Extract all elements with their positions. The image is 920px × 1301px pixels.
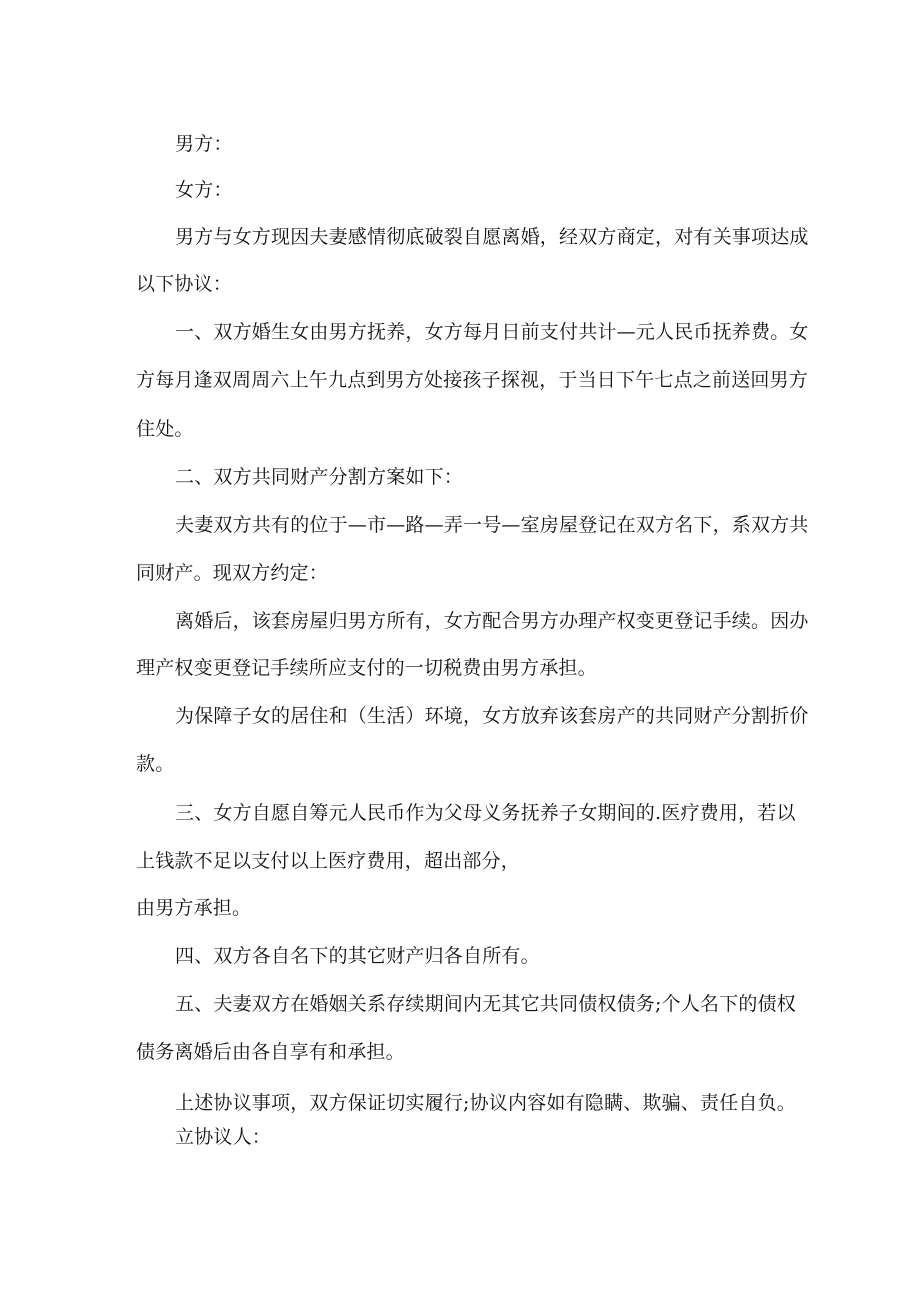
intro-line-2: 以下协议： — [136, 273, 233, 295]
clause-3-line-3: 由男方承担。 — [136, 897, 252, 919]
male-party-label: 男方： — [175, 133, 233, 155]
clause-1-line-2: 方每月逢双周周六上午九点到男方处接孩子探视，于当日下午七点之前送回男方 — [136, 369, 809, 391]
clause-5-line-2: 债务离婚后由各自享有和承担。 — [136, 1041, 405, 1063]
clause-4: 四、双方各自名下的其它财产归各自所有。 — [175, 945, 540, 967]
clause-3-line-2: 上钱款不足以支付以上医疗费用，超出部分， — [136, 850, 521, 872]
female-party-label: 女方： — [175, 179, 233, 201]
house-line-2: 理产权变更登记手续所应支付的一切税费由男方承担。 — [136, 657, 597, 679]
waiver-line-2: 款。 — [136, 753, 175, 775]
clause-5-line-1: 五、夫妻双方在婚姻关系存续期间内无其它共同债权债务;个人名下的债权 — [175, 993, 797, 1015]
intro-line-1: 男方与女方现因夫妻感情彻底破裂自愿离婚，经双方商定，对有关事项达成 — [175, 226, 809, 248]
property-line-1: 夫妻双方共有的位于—市—路—弄一号—室房屋登记在双方名下，系双方共 — [175, 514, 809, 536]
guarantee-statement: 上述协议事项，双方保证切实履行;协议内容如有隐瞒、欺骗、责任自负。 — [175, 1092, 797, 1114]
clause-3-line-1: 三、女方自愿自筹元人民币作为父母义务抚养子女期间的.医疗费用，若以 — [175, 802, 796, 824]
house-line-1: 离婚后，该套房屋归男方所有，女方配合男方办理产权变更登记手续。因办 — [175, 610, 809, 632]
clause-1-line-1: 一、双方婚生女由男方抚养，女方每月日前支付共计—元人民币抚养费。女 — [175, 321, 809, 343]
clause-2-heading: 二、双方共同财产分割方案如下： — [175, 466, 464, 488]
property-line-2: 同财产。现双方约定： — [136, 562, 329, 584]
clause-1-line-3: 住处。 — [136, 418, 194, 440]
waiver-line-1: 为保障子女的居住和（生活）环境，女方放弃该套房产的共同财产分割折价 — [175, 705, 809, 727]
signatory-label: 立协议人： — [175, 1126, 272, 1148]
